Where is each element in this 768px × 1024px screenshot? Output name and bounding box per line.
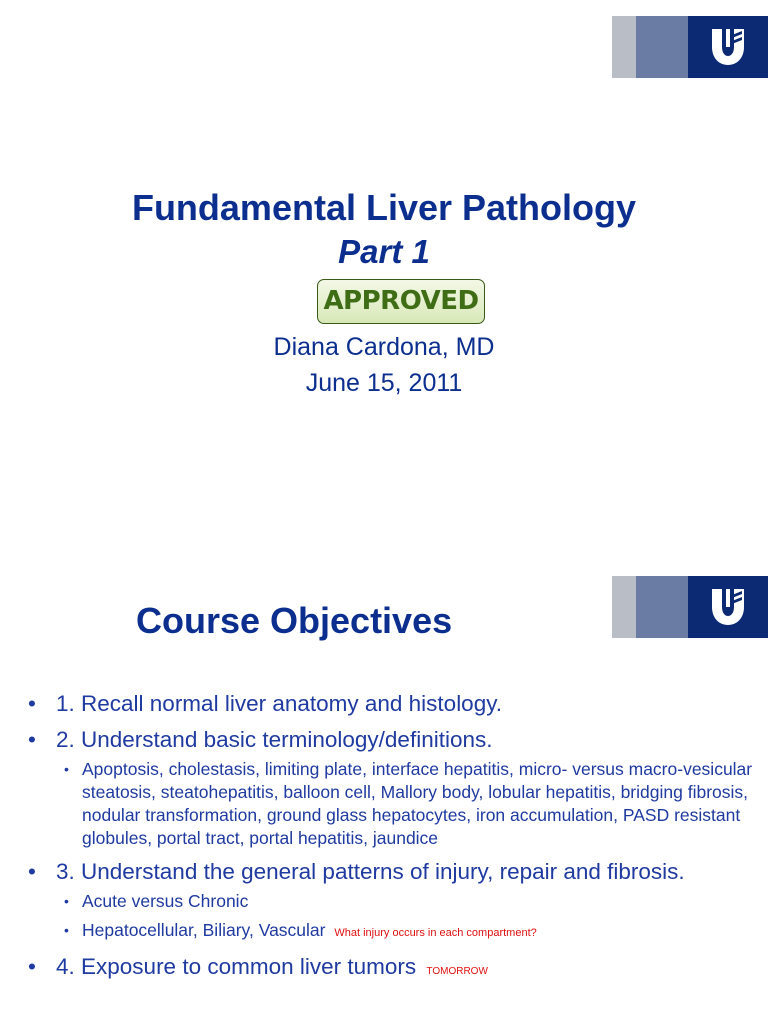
approved-stamp: APPROVED bbox=[317, 279, 485, 324]
annotation-note: What injury occurs in each compartment? bbox=[334, 927, 537, 939]
objective-text: 4. Exposure to common liver tumors bbox=[56, 954, 417, 979]
shield-logo-icon bbox=[709, 25, 747, 69]
objectives-slide bbox=[0, 560, 768, 1024]
sub-item-text: Hepatocellular, Biliary, Vascular bbox=[82, 920, 326, 940]
sub-item bbox=[56, 758, 758, 850]
objective-text: 3. Understand the general patterns of injury, repair and fibrosis. bbox=[56, 859, 685, 884]
university-logo bbox=[612, 16, 768, 78]
shield-logo-icon bbox=[709, 585, 747, 629]
bullet-icon: • bbox=[64, 761, 69, 777]
objective-item bbox=[28, 856, 758, 945]
bullet-icon: • bbox=[28, 691, 36, 716]
slide-heading: Course Objectives bbox=[136, 600, 453, 641]
bullet-icon: • bbox=[28, 859, 36, 884]
university-logo bbox=[612, 576, 768, 638]
objective-text: 1. Recall normal liver anatomy and histology. bbox=[56, 691, 503, 716]
sub-item-text: Acute versus Chronic bbox=[82, 891, 249, 911]
bullet-icon: • bbox=[64, 893, 69, 909]
sub-list bbox=[56, 890, 758, 945]
sub-item bbox=[56, 919, 758, 945]
presentation-date: June 15, 2011 bbox=[305, 369, 463, 397]
sub-item-text: Apoptosis, cholestasis, limiting plate, interface hepatitis, micro- versus macro-vesicular steatosis, steatohepatitis, balloon cell, Mallory body, lobular hepatitis, bridging fibrosis, nodular transformation, ground glass hepatocytes, iron accumulation, PASD resistant globules, portal tract, portal hepatitis, jaundice bbox=[82, 759, 753, 848]
objective-item bbox=[28, 951, 758, 988]
objectives-list bbox=[28, 688, 758, 992]
bullet-icon: • bbox=[64, 922, 69, 938]
annotation-note: TOMORROW bbox=[426, 966, 488, 977]
objective-text: 2. Understand basic terminology/definitions. bbox=[56, 727, 493, 752]
bullet-icon: • bbox=[28, 727, 36, 752]
bullet-icon: • bbox=[28, 954, 36, 979]
slide-title: Fundamental Liver Pathology bbox=[131, 187, 637, 228]
sub-list bbox=[56, 758, 758, 850]
objective-item bbox=[28, 724, 758, 850]
sub-item bbox=[56, 890, 758, 913]
slide-subtitle: Part 1 bbox=[338, 233, 430, 270]
objective-item bbox=[28, 688, 758, 720]
author-name: Diana Cardona, MD bbox=[273, 333, 495, 361]
